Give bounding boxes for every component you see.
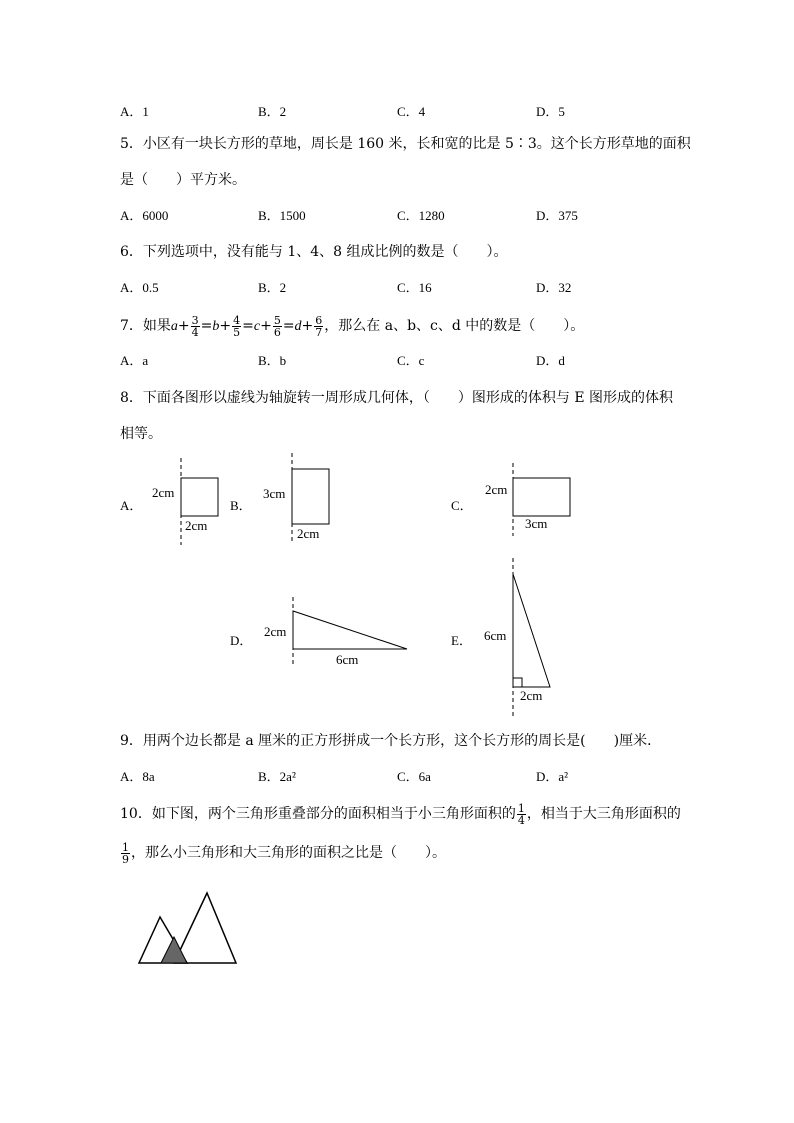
- var-d: d: [294, 319, 302, 334]
- q9-option-c[interactable]: C．6a: [397, 769, 431, 784]
- var-a: a: [170, 319, 178, 334]
- large-triangle: [174, 893, 236, 963]
- fraction-4-5: $\frac{4}{5}$: [233, 313, 241, 339]
- fig-a-side-label: 2cm: [152, 485, 175, 500]
- q4-option-d[interactable]: D．5: [536, 104, 565, 119]
- q8-text-line2: 相等。: [120, 426, 162, 442]
- q10-line1-part2: ，相当于大三角形面积的: [526, 806, 681, 822]
- fig-a-square: [181, 478, 218, 516]
- q4-option-b[interactable]: B．2: [258, 104, 287, 119]
- fig-c-rect: [513, 478, 570, 516]
- fraction-6-7: $\frac{6}{7}$: [315, 313, 323, 339]
- q9-option-a[interactable]: A．8a: [120, 769, 155, 784]
- fig-d-bottom-label: 6cm: [336, 652, 359, 667]
- fig-b-bottom-label: 2cm: [297, 526, 320, 541]
- fig-a-letter[interactable]: A．: [120, 498, 143, 513]
- q7-option-b[interactable]: B．b: [258, 353, 287, 368]
- q7-option-c[interactable]: C．c: [397, 353, 425, 368]
- q5-text-line1: 5．小区有一块长方形的草地，周长是 160 米，长和宽的比是 5∶3。这个长方形草地的面积: [120, 136, 691, 152]
- fig-e-triangle: [513, 574, 550, 687]
- q4-option-a[interactable]: A．1: [120, 104, 149, 119]
- fig-b-letter[interactable]: B．: [230, 498, 252, 513]
- q5-text-line2: 是（ ）平方米。: [120, 172, 246, 188]
- q7-suffix: ，那么在 a、b、c、d 中的数是（ ）。: [324, 318, 585, 334]
- var-b: b: [212, 319, 220, 334]
- fig-a-bottom-label: 2cm: [185, 518, 208, 533]
- q5-option-a[interactable]: A．6000: [120, 208, 169, 223]
- q10-line2-text: ，那么小三角形和大三角形的面积之比是（ ）。: [131, 845, 446, 861]
- fraction-3-4: $\frac{3}{4}$: [191, 313, 199, 339]
- q10-text-line1: [120, 800, 681, 828]
- q9-text: 9．用两个边长都是 a 厘米的正方形拼成一个长方形，这个长方形的周长是( )厘米．: [120, 733, 662, 749]
- q5-option-b[interactable]: B．1500: [258, 208, 306, 223]
- fig-b-rect: [292, 469, 329, 524]
- q6-option-d[interactable]: D．32: [536, 280, 572, 295]
- q7-text: 7．如果a+ $\frac{3}{4}$ =b+ $\frac{4}{5}$ =c+ $\frac{5}{6}$ =d+ $\frac{6}{7}$ ，那么在 a、b、c、d 中的数是（ ）。: [120, 313, 585, 339]
- fig-c-side-label: 2cm: [485, 482, 508, 497]
- fig-c-bottom-label: 3cm: [525, 516, 548, 531]
- right-angle-mark: [513, 678, 522, 687]
- q6-option-c[interactable]: C．16: [397, 280, 432, 295]
- fig-e-side-label: 6cm: [484, 628, 507, 643]
- q5-option-c[interactable]: C．1280: [397, 208, 445, 223]
- q7-option-a[interactable]: A．a: [120, 353, 149, 368]
- q5-option-d[interactable]: D．375: [536, 208, 578, 223]
- q9-option-b[interactable]: B．2a²: [258, 769, 296, 784]
- var-c: c: [253, 319, 261, 334]
- fraction-1-9: $\frac{1}{9}$: [122, 840, 129, 866]
- fig-d-triangle: [293, 611, 407, 649]
- q9-option-d[interactable]: D．a²: [536, 769, 569, 784]
- q7-option-d[interactable]: D．d: [536, 353, 565, 368]
- q6-option-b[interactable]: B．2: [258, 280, 287, 295]
- fig-d-letter[interactable]: D．: [230, 633, 253, 648]
- fig-e-letter[interactable]: E．: [451, 633, 472, 648]
- fig-c-letter[interactable]: C．: [451, 498, 473, 513]
- q10-text-line2: [120, 839, 446, 867]
- q4-option-c[interactable]: C．4: [397, 104, 426, 119]
- q8-text-line1: 8．下面各图形以虚线为轴旋转一周形成几何体，（ ）图形成的体积与 E 图形成的体积: [120, 390, 674, 406]
- fig-e-bottom-label: 2cm: [520, 688, 543, 703]
- q6-text: 6．下列选项中，没有能与 1、4、8 组成比例的数是（ ）。: [120, 244, 508, 260]
- q10-line1-part1: 10．如下图，两个三角形重叠部分的面积相当于小三角形面积的: [120, 806, 516, 822]
- q6-option-a[interactable]: A．0.5: [120, 280, 159, 295]
- fraction-5-6: $\frac{5}{6}$: [273, 313, 281, 339]
- fraction-1-4: $\frac{1}{4}$: [517, 801, 525, 827]
- fig-b-side-label: 3cm: [263, 486, 286, 501]
- fig-d-side-label: 2cm: [264, 624, 287, 639]
- q7-prefix: 7．如果: [120, 318, 171, 334]
